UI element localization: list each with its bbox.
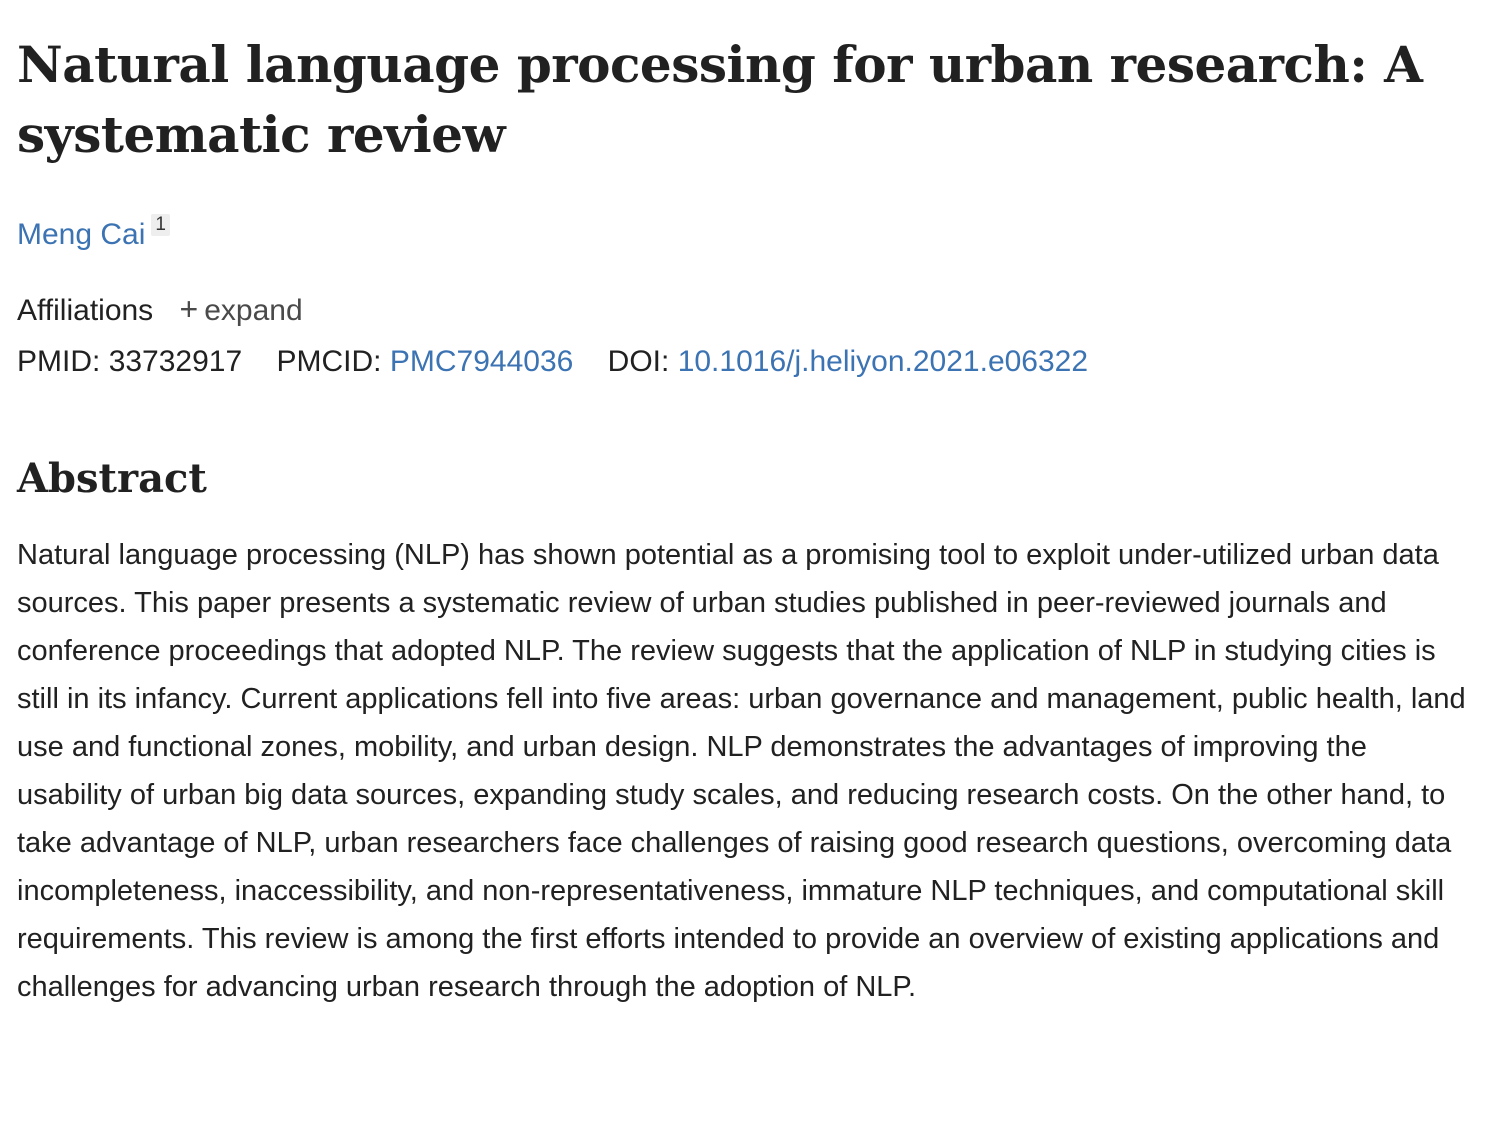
pmid-item [17,345,242,378]
expand-label: expand [204,294,303,327]
doi-item [608,345,1088,378]
pmcid-link[interactable]: PMC7944036 [389,345,574,378]
affiliations-row [17,287,303,333]
affiliations-label: Affiliations [17,294,154,327]
abstract-heading: Abstract [17,455,207,502]
article-title: Natural language processing for urban research: A systematic review [17,35,1423,164]
article-identifiers [17,340,1114,384]
pmid-label: PMID: [17,345,101,378]
affiliations-expand-toggle[interactable] [179,291,303,327]
doi-label: DOI: [607,345,670,378]
plus-icon: + [179,291,199,327]
pmcid-label: PMCID: [276,345,382,378]
abstract-text: Natural language processing (NLP) has shown potential as a promising tool to exploit under-utilized urban data sources. This paper presents a systematic review of urban studies published in peer-reviewed journals and conference proceedings that adopted NLP. The review suggests that the application of NLP in studying cities is still in its infancy. Current applications fell into five areas: urban governance and management, public health, land use and functional zones, mobility, and urban design. NLP demonstrates the advantages of improving the usability of urban big data sources, expanding study scales, and reducing research costs. On the other hand, to take advantage of NLP, urban researchers face challenges of raising good research questions, overcoming data incompleteness, inaccessibility, and non-representativeness, immature NLP techniques, and computational skill requirements. This review is among the first efforts intended to provide an overview of existing applications and challenges for advancing urban research through the adoption of NLP. [17,539,1466,1003]
pmid-value: 33732917 [108,345,243,378]
author-list [17,212,170,258]
author-link[interactable]: Meng Cai [17,218,146,251]
pmcid-item [277,345,574,378]
affiliation-ref-badge[interactable]: 1 [151,214,170,236]
doi-link[interactable]: 10.1016/j.heliyon.2021.e06322 [677,345,1089,378]
